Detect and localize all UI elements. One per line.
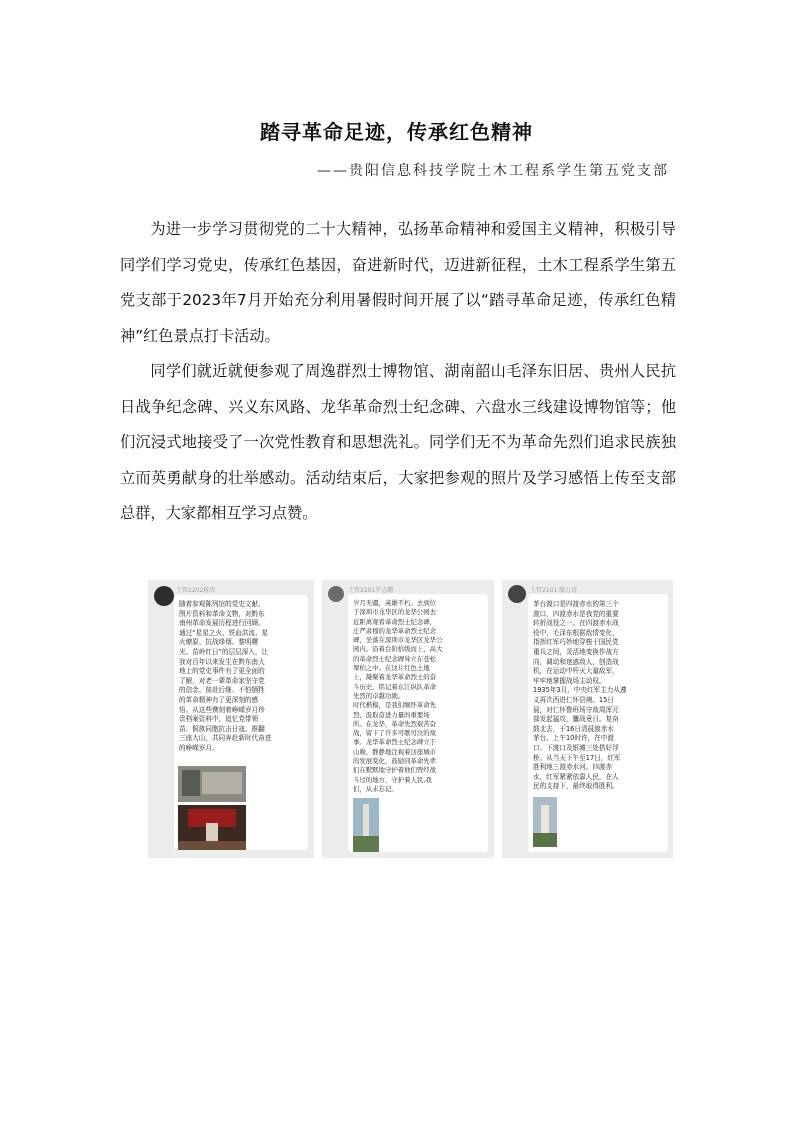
document-title: 踏寻革命足迹，传承红色精神	[260, 120, 533, 144]
paragraph-2: 同学们就近就便参观了周逸群烈士博物馆、湖南韶山毛泽东旧居、贵州人民抗日战争纪念碑、兴义东风路、龙华革命烈士纪念碑、六盘水三线建设博物馆等；他们沉浸式地接受了一次党性教育和思想洗礼。同学们无不为革命先烈们追求民族独立而英勇献身的壮举感动。活动结束后，大家把参观的照片及学习感悟上传至支部总群，大家都相互学习点赞。	[120, 362, 676, 522]
chat-screenshot-1	[148, 580, 314, 858]
document-subtitle: ——贵阳信息科技学院土木工程系学生第五党支部	[317, 163, 669, 179]
avatar	[154, 586, 174, 606]
sender-name: 土管2101 滕万涛	[530, 587, 578, 594]
article-body	[120, 212, 676, 532]
paragraph-1: 为进一步学习贯彻党的二十大精神，弘扬革命精神和爱国主义精神，积极引导同学们学习党史，传承红色基因，奋进新时代，迈进新征程，土木工程系学生第五党支部于2023年7月开始充分利用暑假时间开展了以“踏寻革命足迹，传承红色精神”红色景点打卡活动。	[120, 220, 676, 345]
monument-photo	[353, 798, 379, 852]
exhibit-photo	[178, 805, 246, 850]
avatar	[328, 586, 344, 602]
exhibit-photo	[178, 766, 246, 802]
message-text: 岁月无疆，英雄不朽。去到位 于深圳市龙华区的龙华公园去 近距离观看革命烈士纪念碑， 庄严肃穆的龙华革命烈士纪念 碑，坐落在深圳市龙华区龙华公 园内。沿着台阶拾级而上，高大 的革命烈士纪念碑耸立在苍松 翠柏之中。在这片红色土地 上，凝聚着龙华革命烈士的奋 斗历史，铭记着东江纵队革命 先烈的卓越功勋。 时代楷模，是我们缅怀革命先 烈、汲取奋进力量的重要场 所。在龙华，革命先烈艰苦奋 战，留下了许多可歌可泣的故 事。龙华革命烈士纪念碑立于 山巅，静静地注视着这座城市 的发展变化，鼓励同革命先辈 们在默默地守护着他们曾经战 斗过的地方，守护着人民,我 们，从未忘记。	[353, 599, 443, 793]
monument-photo	[533, 797, 557, 847]
chat-screenshot-2	[322, 580, 494, 858]
sender-name: 土管2202蒋涛	[176, 587, 216, 594]
avatar	[508, 585, 526, 603]
message-text: 随着参观陈列馆的党史文献、 图片资料和革命文物，对黔东 南州革命发展历程进行回顾。 通过“星星之火、铁血洪流、星 火燎原、抗战烽烟、黎明曙 光、苗岭红日”的层层深入，让 我对百年以来发生在黔东南大 地上的党史事件有了更全面的 了解，对老一辈革命家坚守党 的信念、前赴后继、不怕牺牲 的革命精神有了更深刻的感 悟。从这些镌刻着峥嵘岁月珍 贵档案资料中，追忆党带领 苗、侗族同胞抗击日寇、推翻 三座大山，共同奔赴新时代奋进 的峥嵘岁月。	[179, 600, 272, 752]
message-text: 茅台渡口是四渡赤水的第三个 渡口，四渡赤水是我党的重要 转折战役之一。在四渡赤水战 役中，毛泽东根据敌情变化， 指挥红军巧妙地穿梭于国民党 重兵之间，灵活地变换作战方 向，调动和迷惑敌人，创造战 机，在运动中歼灭大量敌军， 牢牢地掌握战场主动权。 1935年3月，中央红军主力从遵 义再次西进仁怀县境。15日 晨，对仁怀鲁班场守敌周浑元 部发起猛攻，鏖战竟日。复奋 鼓北去，于16日清晨渡赤水 茅台。上午10时许，在中渡 口、下渡口及银滩三处搭好浮 桥。从当天下午至17日，红军 胜利地三渡赤水河。四渡赤 水，红军紧紧依靠人民，在人 民的支持下，最终取得胜利。	[533, 600, 627, 791]
sender-name: 土管2201罗志鹏	[348, 587, 394, 594]
chat-screenshots	[148, 580, 673, 858]
chat-screenshot-3	[502, 580, 673, 858]
